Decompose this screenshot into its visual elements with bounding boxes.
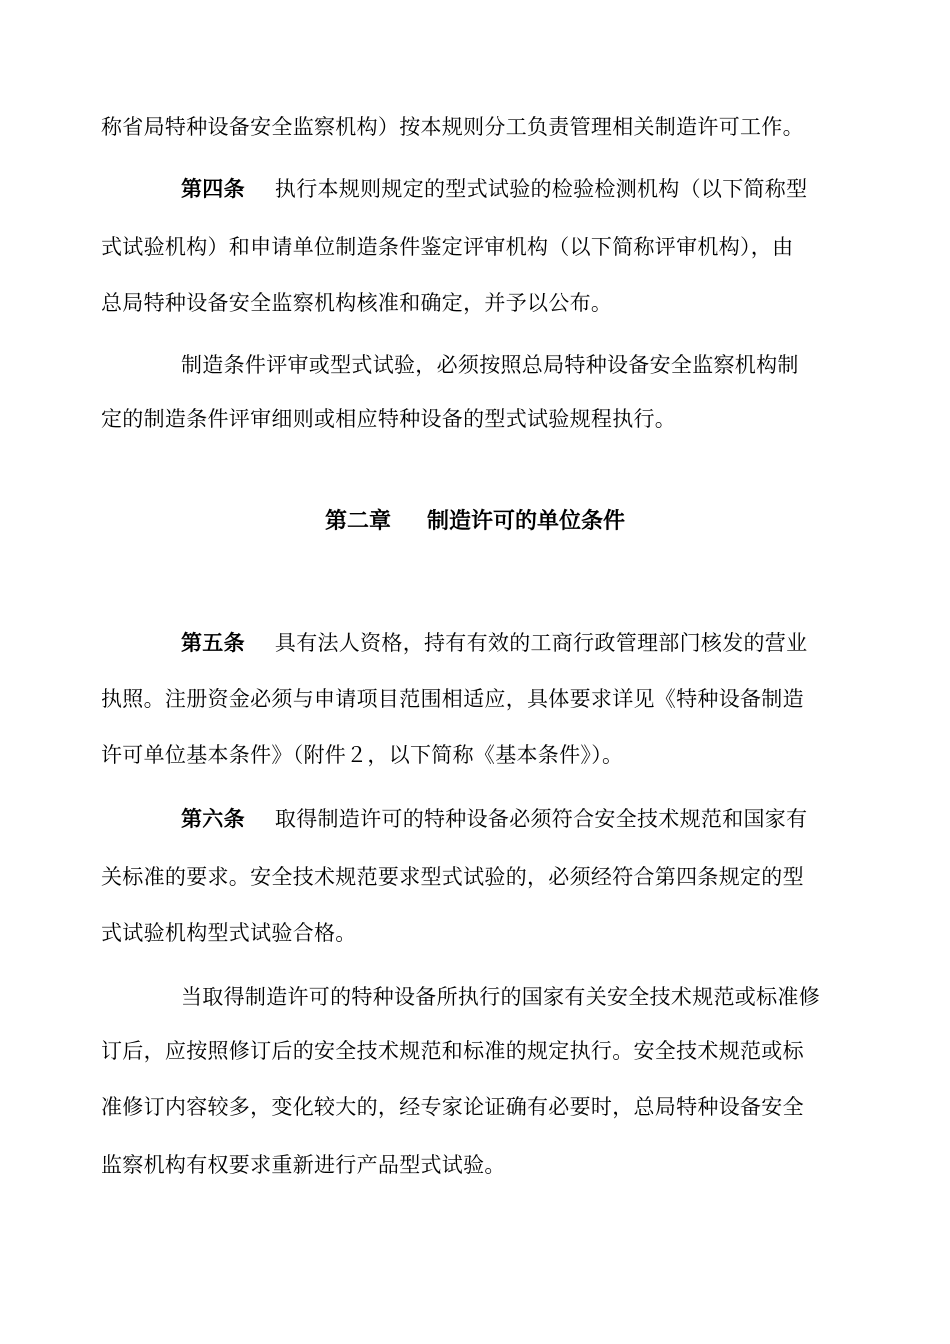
article-5-text: 具有法人资格，持有有效的工商行政管理部门核发的营业: [274, 631, 808, 655]
article-6-line-2: 关标准的要求。安全技术规范要求型式试验的，必须经符合第四条规定的型: [101, 865, 804, 889]
article-5-line-3: 许可单位基本条件》（附件２，以下简称《基本条件》）。: [101, 743, 624, 767]
article-6-paragraph-2-line-3: 准修订内容较多，变化较大的，经专家论证确有必要时，总局特种设备安全: [101, 1095, 804, 1119]
article-4-line-1: [181, 174, 807, 204]
article-6-paragraph-2-line-1: 当取得制造许可的特种设备所执行的国家有关安全技术规范或标准修: [181, 985, 820, 1009]
article-4-line-3: 总局特种设备安全监察机构核准和确定，并予以公布。: [101, 291, 613, 315]
article-4-text: 执行本规则规定的型式试验的检验检测机构（以下简称型: [274, 177, 808, 201]
article-6-paragraph-2-line-2: 订后，应按照修订后的安全技术规范和标准的规定执行。安全技术规范或标: [101, 1039, 804, 1063]
paragraph-continuation: 称省局特种设备安全监察机构）按本规则分工负责管理相关制造许可工作。: [101, 115, 804, 139]
article-4-line-2: 式试验机构）和申请单位制造条件鉴定评审机构（以下简称评审机构），由: [101, 235, 794, 259]
article-6-text: 取得制造许可的特种设备必须符合安全技术规范和国家有: [274, 807, 808, 831]
article-4-label: 第四条: [181, 177, 245, 201]
article-6-paragraph-2-line-4: 监察机构有权要求重新进行产品型式试验。: [101, 1153, 506, 1177]
article-6-line-3: 式试验机构型式试验合格。: [101, 921, 357, 945]
chapter-title: 制造许可的单位条件: [427, 509, 626, 534]
chapter-heading: [0, 506, 950, 538]
article-5-line-1: [181, 628, 807, 658]
article-5-line-2: 执照。注册资金必须与申请项目范围相适应，具体要求详见《特种设备制造: [101, 687, 804, 711]
article-5-label: 第五条: [181, 631, 245, 655]
article-4-paragraph-2-line-1: 制造条件评审或型式试验，必须按照总局特种设备安全监察机构制: [181, 353, 799, 377]
article-4-paragraph-2-line-2: 定的制造条件评审细则或相应特种设备的型式试验规程执行。: [101, 407, 677, 431]
article-6-label: 第六条: [181, 807, 245, 831]
chapter-number: 第二章: [324, 509, 391, 534]
article-6-line-1: [181, 804, 807, 834]
